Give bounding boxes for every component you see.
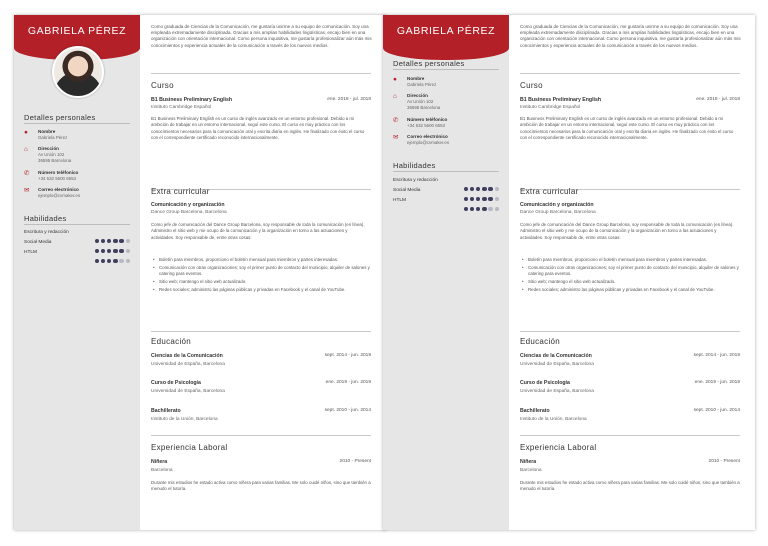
course-institution: Instituto Cambridge Español xyxy=(151,105,212,110)
skill-rating xyxy=(93,240,130,246)
list-item: • Boletín para miembros, proporciono el boletín mensual para miembros y partes interesadas. xyxy=(520,257,740,263)
skill-dot-filled xyxy=(470,207,474,211)
course-title: B1 Business Preliminary English xyxy=(151,97,233,103)
profile-photo xyxy=(52,46,104,98)
course-title: B1 Business Preliminary English xyxy=(520,97,602,103)
list-item: • Comunicación con otras organizaciones; soy el primer punto de contacto del municipio, alquiler de salones y catering para eventos. xyxy=(520,265,740,277)
education-institution: Universidad de España, Barcelona xyxy=(151,362,225,367)
skill-item: Escritura y redacción xyxy=(24,230,130,237)
skill-rating xyxy=(462,198,499,204)
work-title: Niñera xyxy=(151,459,168,465)
skill-item: HTLM xyxy=(393,198,499,205)
divider xyxy=(393,69,499,70)
divider xyxy=(151,73,371,74)
extra-organization: Dance Group Barcelona, Barcelona xyxy=(520,210,596,215)
divider xyxy=(393,171,499,172)
phone-icon: ✆ xyxy=(393,117,399,124)
education-title: Bachillerato xyxy=(520,408,550,414)
skill-dot-filled xyxy=(464,207,468,211)
skills-heading: Habilidades xyxy=(393,161,436,170)
skill-rating xyxy=(462,188,499,194)
course-heading: Curso xyxy=(151,81,174,90)
divider xyxy=(24,123,130,124)
skill-item: HTLM xyxy=(24,250,130,257)
extra-title: Comunicación y organización xyxy=(151,202,225,208)
education-dates: sept. 2010 - jun. 2014 xyxy=(324,408,371,413)
work-description: Durante mis estudios he estado activa como niñera para varias familias. Me solo cuidé niños, sino que también a menudo el tutoría. xyxy=(520,480,740,492)
work-heading: Experiencia Laboral xyxy=(520,443,597,452)
person-icon: ● xyxy=(24,129,28,136)
divider xyxy=(151,331,371,332)
skill-rating xyxy=(93,250,130,256)
education-dates: sept. 2014 - jun. 2019 xyxy=(693,353,740,358)
list-item: • Sitio web; mantengo el sitio web actualizado. xyxy=(520,279,740,285)
education-dates: ene. 2019 - jun. 2019 xyxy=(325,380,371,385)
skill-dot-filled xyxy=(107,259,111,263)
extra-bullets xyxy=(520,257,740,295)
education-title: Curso de Psicología xyxy=(151,380,201,386)
mail-icon: ✉ xyxy=(393,134,399,141)
education-dates: sept. 2014 - jun. 2019 xyxy=(324,353,371,358)
list-item: • Boletín para miembros, proporciono el boletín mensual para miembros y partes interesadas. xyxy=(151,257,371,263)
intro-paragraph: Como graduada de Ciencias de la Comunicación, me gustaría unirme a su equipo de comunicación. Soy una empleada extremadamente disciplinada. Gracias a mis amplias habilidades lingüísticas, encajo bien en una organización con orientación internacional. Como persona inquisitiva, me gustaría profesionalizar aún más mis conocimientos y experiencia actuales de la comunicación a través de los nuevos medios. xyxy=(151,24,372,48)
divider xyxy=(24,224,130,225)
sidebar: GABRIELA PÉREZ Detalles personales ● Nombre Gabriela Pérez ⌂ Dirección Av Unión 102 36595 Barcelona ✆ Número teléfonico +34 532 5600 6553 ✉ Correo electrónico ejemplo@cvmaker.es Habilidades Escritura y redacción Social Media HTLM xyxy=(383,15,509,530)
divider xyxy=(151,435,371,436)
skill-dot-empty xyxy=(488,207,492,211)
intro-paragraph: Como graduada de Ciencias de la Comunicación, me gustaría unirme a su equipo de comunicación. Soy una empleada extremadamente disciplinada. Gracias a mis amplias habilidades lingüísticas, encajo bien en una organización con orientación internacional. Como persona inquisitiva, me gustaría profesionalizar aún más mis conocimientos y experiencia actuales de la comunicación a través de los nuevos medios. xyxy=(520,24,741,48)
skill-dot-empty xyxy=(495,207,499,211)
divider xyxy=(520,331,740,332)
education-dates: sept. 2010 - jun. 2014 xyxy=(693,408,740,413)
extra-title: Comunicación y organización xyxy=(520,202,594,208)
skills-heading: Habilidades xyxy=(24,214,67,223)
education-institution: Universidad de España, Barcelona xyxy=(151,389,225,394)
list-item: • Redes sociales; administro las páginas públicas y privadas en Facebook y el canal de YouTube. xyxy=(151,287,371,293)
header-band xyxy=(383,15,509,60)
education-dates: ene. 2019 - jun. 2019 xyxy=(694,380,740,385)
personal-details-heading: Detalles personales xyxy=(393,59,465,68)
list-item: • Comunicación con otras organizaciones; soy el primer punto de contacto del municipio, alquiler de salones y catering para eventos. xyxy=(151,265,371,277)
extra-description: Como jefe de comunicación del Dance Group Barcelona, soy responsable de toda la comunicación (en línea). Administro el sitio web y me ocupo de la comunicación y la organización en torno a las actuaciones y actividades. Soy responsable de, entre otras cosas: xyxy=(151,222,365,240)
divider xyxy=(520,73,740,74)
skill-dot-filled xyxy=(482,207,486,211)
skill-item: Social Media xyxy=(24,240,130,247)
cv-page-with-photo xyxy=(14,15,386,530)
extra-heading: Extra curricular xyxy=(520,187,579,196)
skill-dot-filled xyxy=(101,259,105,263)
work-title: Niñera xyxy=(520,459,537,465)
skill-rating xyxy=(93,230,130,236)
extra-organization: Dance Group Barcelona, Barcelona xyxy=(151,210,227,215)
cv-name: GABRIELA PÉREZ xyxy=(396,25,496,37)
education-title: Bachillerato xyxy=(151,408,181,414)
skill-item: Social Media xyxy=(393,188,499,195)
work-dates: 2010 - Present xyxy=(339,459,371,464)
extra-heading: Extra curricular xyxy=(151,187,210,196)
home-icon: ⌂ xyxy=(24,146,28,153)
mail-icon: ✉ xyxy=(24,187,30,194)
list-item: • Sitio web; mantengo el sitio web actualizado. xyxy=(151,279,371,285)
skill-dot-filled xyxy=(95,259,99,263)
education-institution: Instituto de la Unión, Barcelona xyxy=(520,417,587,422)
education-institution: Instituto de la Unión, Barcelona xyxy=(151,417,218,422)
skill-dot-filled xyxy=(476,207,480,211)
list-item: • Redes sociales; administro las páginas públicas y privadas en Facebook y el canal de YouTube. xyxy=(520,287,740,293)
work-location: Barcelona xyxy=(520,468,542,473)
skill-dot-filled xyxy=(113,259,117,263)
course-description: B1 Business Preliminary English es un curso de inglés avanzado en un entorno profesional. Debido a mi ambición de trabajar en un entorno internacional, seguí este curso. El curso es muy práctico con los conocimientos necesarios para la comunicación oral y escrita diaria en inglés. He finalizado con éxito el curso con el correspondiente certificado reconocido internacionalmente. xyxy=(520,116,734,140)
education-heading: Educación xyxy=(520,337,561,346)
sidebar: GABRIELA PÉREZ Detalles personales ● Nombre Gabriela Pérez ⌂ Dirección Av Unión 102 36595 Barcelona ✆ Número teléfonico +34 532 5600 6553 ✉ Correo electrónico ejemplo@cvmaker.es Habilidades Escritura y redacción Social Media HTLM xyxy=(14,15,140,530)
course-institution: Instituto Cambridge Español xyxy=(520,105,581,110)
education-title: Ciencias de la Comunicación xyxy=(520,353,592,359)
education-institution: Universidad de España, Barcelona xyxy=(520,362,594,367)
work-description: Durante mis estudios he estado activa como niñera para varias familias. Me solo cuidé niños, sino que también a menudo el tutoría. xyxy=(151,480,371,492)
education-heading: Educación xyxy=(151,337,192,346)
extra-description: Como jefe de comunicación del Dance Group Barcelona, soy responsable de toda la comunicación (en línea). Administro el sitio web y me ocupo de la comunicación y la organización en torno a las actuaciones y actividades. Soy responsable de, entre otras cosas: xyxy=(520,222,734,240)
course-dates: ene. 2018 - jul. 2018 xyxy=(327,97,371,102)
phone-icon: ✆ xyxy=(24,170,30,177)
work-location: Barcelona xyxy=(151,468,173,473)
work-heading: Experiencia Laboral xyxy=(151,443,228,452)
education-title: Curso de Psicología xyxy=(520,380,570,386)
cv-name: GABRIELA PÉREZ xyxy=(27,25,127,37)
extra-bullets xyxy=(151,257,371,295)
work-dates: 2010 - Present xyxy=(708,459,740,464)
course-dates: ene. 2018 - jul. 2018 xyxy=(696,97,740,102)
home-icon: ⌂ xyxy=(393,93,397,100)
personal-details-heading: Detalles personales xyxy=(24,113,96,122)
education-title: Ciencias de la Comunicación xyxy=(151,353,223,359)
cv-page-no-photo xyxy=(383,15,755,530)
skill-item: Escritura y redacción xyxy=(393,178,499,185)
education-institution: Universidad de España, Barcelona xyxy=(520,389,594,394)
skill-dot-empty xyxy=(126,259,130,263)
divider xyxy=(520,435,740,436)
skill-rating xyxy=(462,178,499,184)
skill-dot-empty xyxy=(119,259,123,263)
course-heading: Curso xyxy=(520,81,543,90)
course-description: B1 Business Preliminary English es un curso de inglés avanzado en un entorno profesional. Debido a mi ambición de trabajar en un entorno internacional, seguí este curso. El curso es muy práctico con los conocimientos necesarios para la comunicación oral y escrita diaria en inglés. He finalizado con éxito el curso con el correspondiente certificado reconocido internacionalmente. xyxy=(151,116,365,140)
person-icon: ● xyxy=(393,76,397,83)
